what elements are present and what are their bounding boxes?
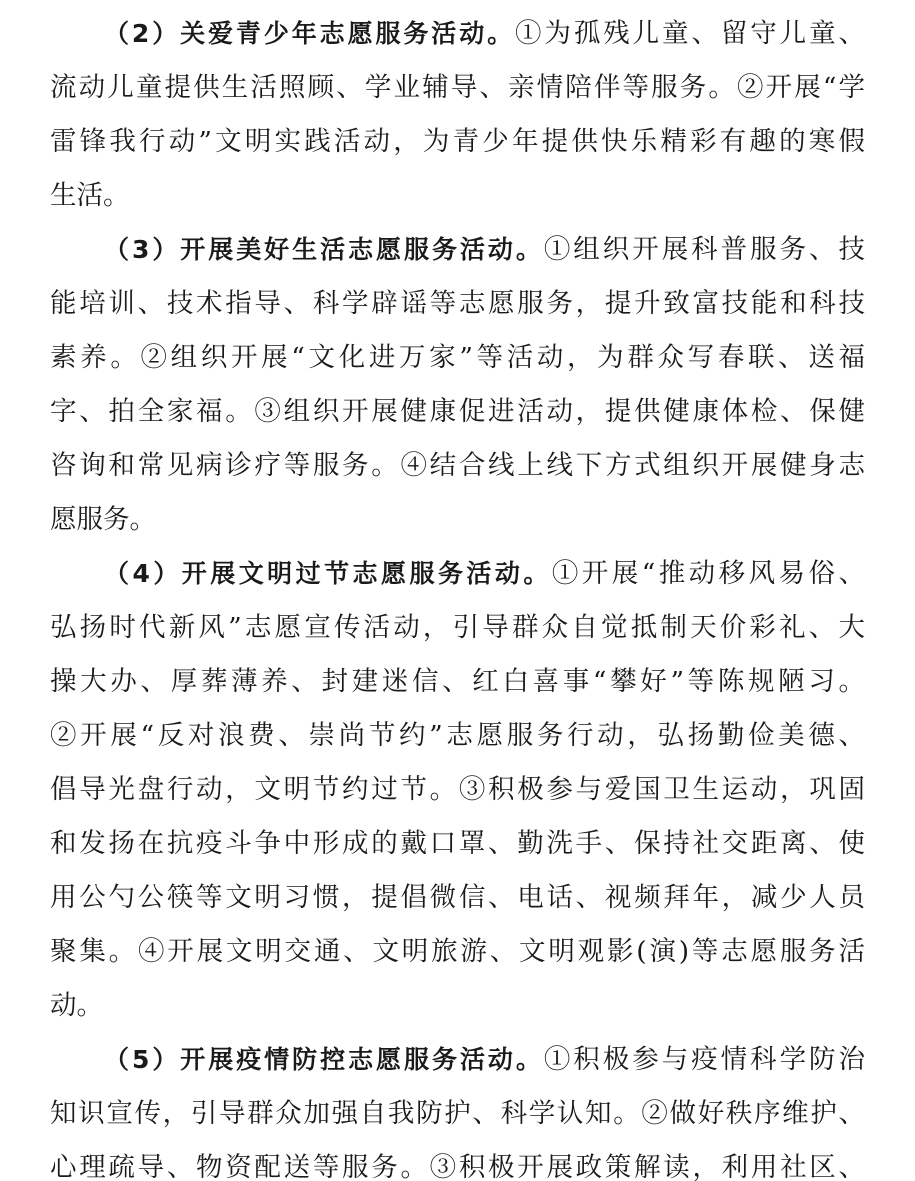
paragraph-line: 雷锋我行动”文明实践活动，为青少年提供快乐精彩有趣的寒假 <box>50 126 865 157</box>
paragraph-line <box>104 14 865 54</box>
paragraph-line: 聚集。④开展文明交通、文明旅游、文明观影(演)等志愿服务活 <box>50 936 865 967</box>
paragraph-line: 愿服务。 <box>50 504 156 535</box>
paragraph-line: 知识宣传，引导群众加强自我防护、科学认知。②做好秩序维护、 <box>50 1098 865 1129</box>
paragraph-text: ①积极参与疫情科学防治 <box>543 1044 865 1075</box>
paragraph-line: 咨询和常见病诊疗等服务。④结合线上线下方式组织开展健身志 <box>50 450 865 481</box>
paragraph-heading: （3）开展美好生活志愿服务活动。 <box>104 235 544 264</box>
paragraph-line: 和发扬在抗疫斗争中形成的戴口罩、勤洗手、保持社交距离、使 <box>50 828 865 859</box>
paragraph-line: 流动儿童提供生活照顾、学业辅导、亲情陪伴等服务。②开展“学 <box>50 72 865 103</box>
paragraph-line: 生活。 <box>50 180 130 211</box>
paragraph-heading: （2）关爱青少年志愿服务活动。 <box>104 19 516 48</box>
paragraph-line: 弘扬时代新风”志愿宣传活动，引导群众自觉抵制天价彩礼、大 <box>50 612 865 643</box>
paragraph-line: 字、拍全家福。③组织开展健康促进活动，提供健康体检、保健 <box>50 396 865 427</box>
paragraph-line: 素养。②组织开展“文化进万家”等活动，为群众写春联、送福 <box>50 342 865 373</box>
paragraph-line <box>104 554 865 594</box>
paragraph-text: ①为孤残儿童、留守儿童、 <box>515 18 865 49</box>
paragraph-line: ②开展“反对浪费、崇尚节约”志愿服务行动，弘扬勤俭美德、 <box>50 720 865 751</box>
paragraph-line: 用公勺公筷等文明习惯，提倡微信、电话、视频拜年，减少人员 <box>50 882 865 913</box>
paragraph-text: ①组织开展科普服务、技 <box>543 234 865 265</box>
paragraph-text: ①开展“推动移风易俗、 <box>551 558 865 589</box>
paragraph-line: 动。 <box>50 990 103 1021</box>
paragraph-line <box>104 1040 865 1080</box>
paragraph-heading: （4）开展文明过节志愿服务活动。 <box>104 559 552 588</box>
paragraph-line: 倡导光盘行动，文明节约过节。③积极参与爱国卫生运动，巩固 <box>50 774 865 805</box>
paragraph-line <box>104 230 865 270</box>
paragraph-line: 心理疏导、物资配送等服务。③积极开展政策解读，利用社区、 <box>50 1152 865 1181</box>
paragraph-line: 能培训、技术指导、科学辟谣等志愿服务，提升致富技能和科技 <box>50 288 865 319</box>
paragraph-line: 操大办、厚葬薄养、封建迷信、红白喜事“攀好”等陈规陋习。 <box>50 666 865 697</box>
paragraph-heading: （5）开展疫情防控志愿服务活动。 <box>104 1045 544 1074</box>
